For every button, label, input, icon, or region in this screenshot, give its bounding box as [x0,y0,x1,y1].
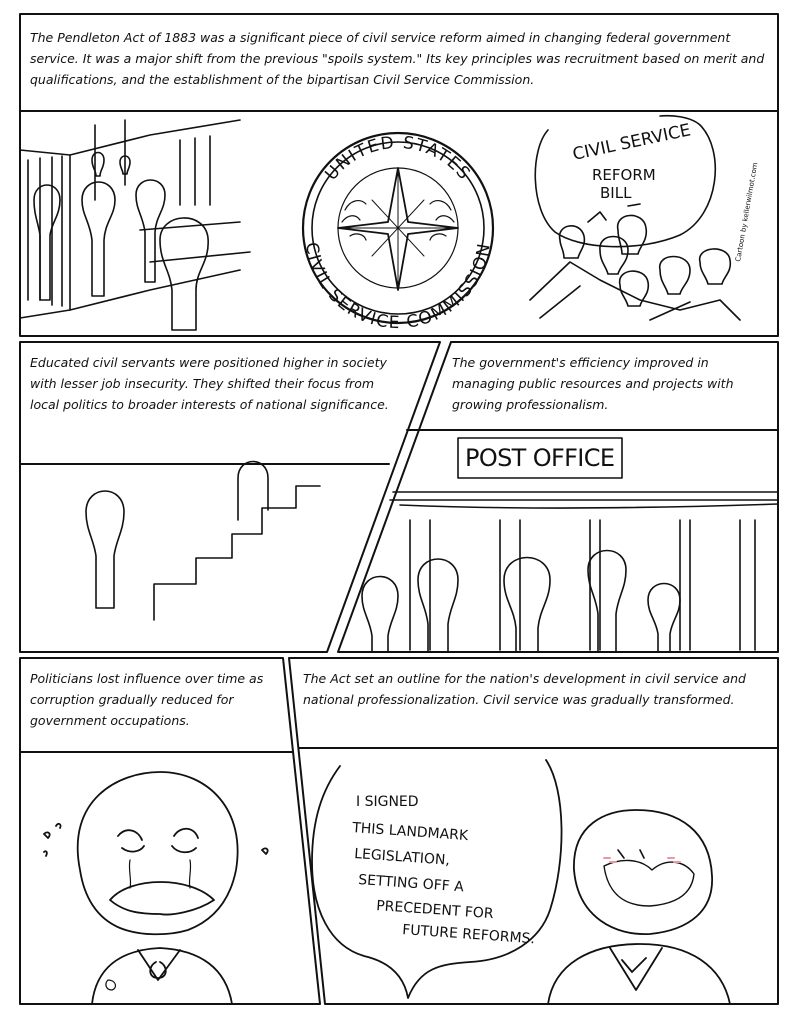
speech-line-3: LEGISLATION, [353,846,451,869]
caption-outline-text: The Act set an outline for the nation's development in civil service and national professionalization. Civil service was gradually transformed. [303,671,746,707]
crying-politician-drawing [44,772,268,1004]
caption-politicians [30,668,280,731]
blush-marks [604,858,680,862]
laurel-right-icon [430,201,454,240]
speech-line-6: FUTURE REFORMS. [401,922,536,948]
speech-line-2: THIS LANDMARK [351,820,469,845]
caption-educated [30,352,390,415]
speech-line-1: I SIGNED [356,794,419,810]
speech-line-5: PRECEDENT FOR [375,898,495,923]
caption-efficiency [452,352,772,415]
laurel-left-icon [342,201,366,240]
cartoon-credit: Cartoon by kellerwilmot.com [734,161,760,263]
stairs-scene [86,462,320,621]
speech-text [351,794,536,947]
seal-top-text: UNITED STATES [321,132,475,185]
bill-line-3: BILL [600,184,632,202]
speech-line-4: SETTING OFF A [357,872,465,896]
caption-politicians-text: Politicians lost influence over time as corruption gradually reduced for government occupations. [30,671,264,728]
hallway-crowd-drawing [20,120,250,330]
caption-outline [303,668,771,710]
caption-intro [30,27,770,90]
caption-intro-text: The Pendleton Act of 1883 was a significant piece of civil service reform aimed in changing federal government service. It was a major shift from the previous "spoils system." Its key principles was recruitment based on merit and qualifications, and the establishment of the bipartisan Civil Service Commission. [30,30,765,87]
bill-line-1: CIVIL SERVICE [570,120,693,165]
post-office-label: POST OFFICE [465,444,615,472]
bill-line-2: REFORM [592,166,656,184]
caption-educated-text: Educated civil servants were positioned higher in society with lesser job insecurity. They shifted their focus from local politics to broader interests of national significance. [30,355,389,412]
seal-bottom-text: CIVIL SERVICE COMMISSION [301,240,495,334]
caption-efficiency-text: The government's efficiency improved in managing public resources and projects with growing professionalism. [452,355,734,412]
